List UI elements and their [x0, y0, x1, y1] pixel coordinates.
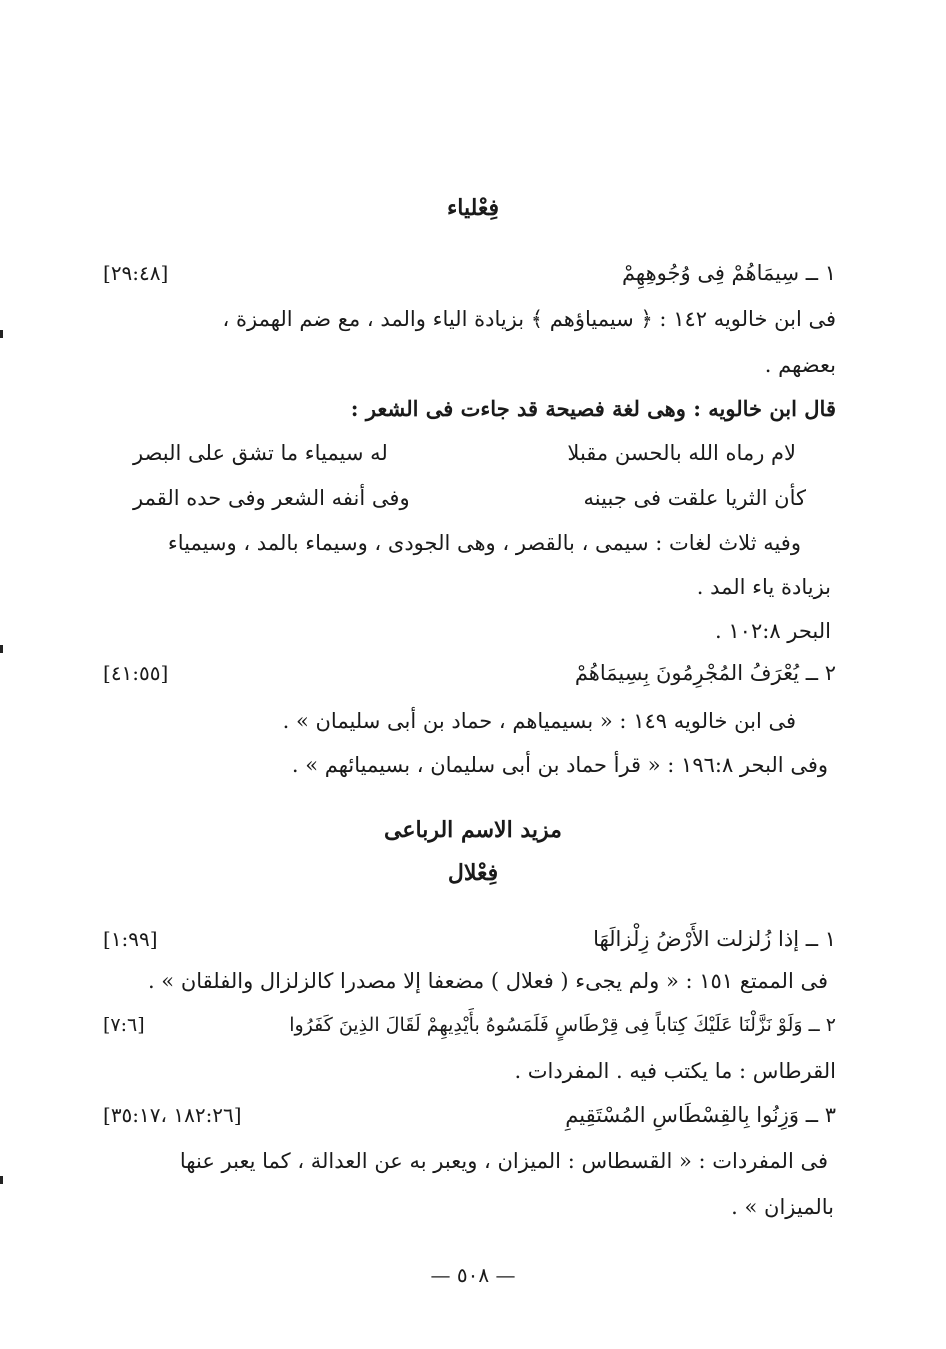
- section-heading-filyaa: فِعْلياء: [446, 195, 500, 221]
- verse-1: ١ ــ سِيمَاهُمْ فِى وُجُوهِهِمْ: [621, 261, 836, 285]
- commentary-1-line-2: بعضهم .: [764, 353, 836, 377]
- commentary-1-line-1: فى ابن خالويه ١٤٢ : ﴿ سيمياؤهم ﴾ بزيادة الياء والمد ، مع ضم الهمزة ،: [222, 307, 836, 331]
- verse-2: ٢ ــ يُعْرَفُ المُجْرِمُونَ بِسِيمَاهُمْ: [574, 661, 836, 685]
- verse-4: ٢ ــ وَلَوْ نَزَّلْنَا عَلَيْكَ كِتاباً فِى قِرْطَاسٍ فَلَمَسُوهُ بأَيْدِيهِمْ لَقَالَ الذِينَ كَفَرُوا: [289, 1014, 836, 1036]
- commentary-5-line-1: فى المفردات : « القسطاس : الميزان ، ويعبر به عن العدالة ، كما يعبر عنها: [179, 1149, 828, 1173]
- commentary-2-line-1: فى ابن خالويه ١٤٩ : « بسيمياهم ، حماد بن أبى سليمان » .: [282, 709, 796, 733]
- poem-line-1-first-hemistich: لام رماه الله بالحسن مقبلا: [567, 441, 796, 465]
- verse-4-reference: [٧:٦]: [103, 1014, 145, 1036]
- verse-5-reference: [١٨٢:٢٦ ،٣٥:١٧]: [103, 1103, 242, 1127]
- verse-1-reference: [٢٩:٤٨]: [103, 261, 169, 285]
- scan-margin-mark: [0, 1176, 3, 1184]
- scan-margin-mark: [0, 330, 3, 338]
- commentary-5-line-2: بالميزان » .: [731, 1195, 834, 1219]
- commentary-1-line-5: بزيادة ياء المد .: [696, 575, 831, 599]
- scan-margin-mark: [0, 645, 3, 653]
- section-heading-quadriliteral: مزيد الاسم الرباعى: [384, 817, 562, 843]
- verse-2-reference: [٤١:٥٥]: [103, 661, 169, 685]
- commentary-1-line-3: قال ابن خالويه : وهى لغة فصيحة قد جاءت فى الشعر :: [350, 396, 836, 421]
- page-number: — ٥٠٨ —: [430, 1263, 516, 1287]
- commentary-1-line-4: وفيه ثلاث لغات : سيمى ، بالقصر ، وهى الجودى ، وسيماء بالمد ، وسيمياء: [167, 531, 801, 555]
- section-subheading-filal: فِعْلال: [447, 860, 499, 886]
- verse-3-reference: [١:٩٩]: [103, 927, 158, 951]
- verse-5: ٣ ــ وَزِنُوا بِالقِسْطَاسِ المُسْتَقِيمِ: [565, 1103, 836, 1127]
- commentary-4-line-1: القرطاس : ما يكتب فيه . المفردات .: [514, 1059, 836, 1083]
- commentary-2-line-2: وفى البحر ١٩٦:٨ : « قرأ حماد بن أبى سليمان ، بسيميائهم » .: [291, 753, 828, 777]
- poem-line-2-first-hemistich: كأن الثريا علقت فى جبينه: [583, 486, 806, 510]
- commentary-3-line-1: فى الممتع ١٥١ : « ولم يجىء ( فعلال ) مضعفا إلا مصدرا كالزلزال والفلقان » .: [147, 969, 828, 993]
- poem-line-1-second-hemistich: له سيمياء ما تشق على البصر: [133, 441, 388, 465]
- poem-line-2-second-hemistich: وفى أنفه الشعر وفى حده القمر: [133, 486, 410, 510]
- verse-3: ١ ــ إذا زُلزلت الأَرْضُ زِلْزالَهَا: [593, 927, 836, 951]
- commentary-1-line-6: البحر ١٠٢:٨ .: [715, 619, 831, 643]
